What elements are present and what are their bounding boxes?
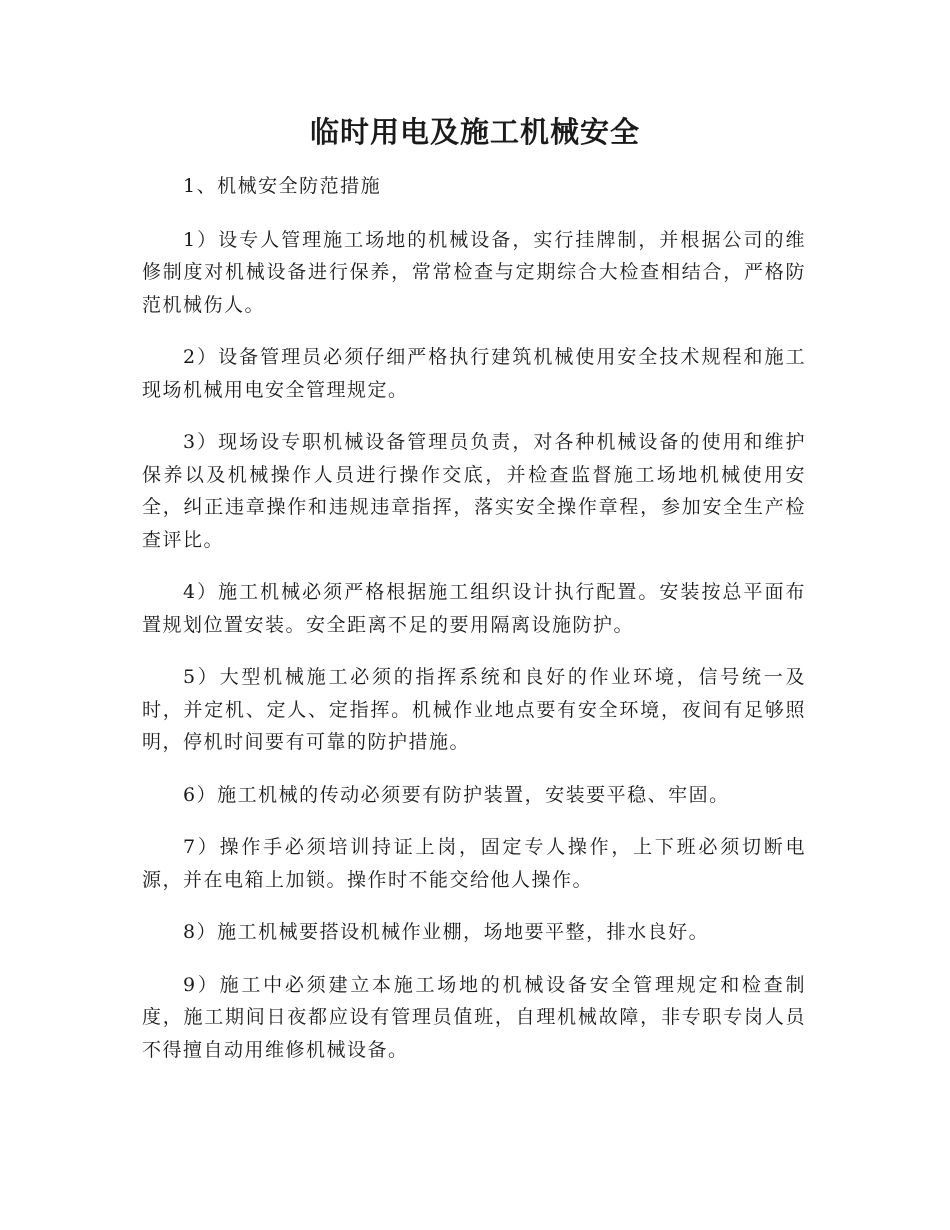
paragraph-5: 5）大型机械施工必须的指挥系统和良好的作业环境，信号统一及时，并定机、定人、定指挥。机械作业地点要有安全环境，夜间有足够照明，停机时间要有可靠的防护措施。 — [142, 666, 806, 753]
paragraph-2: 2）设备管理员必须仔细严格执行建筑机械使用安全技术规程和施工现场机械用电安全管理规定。 — [142, 346, 806, 401]
paragraph-4: 4）施工机械必须严格根据施工组织设计执行配置。安装按总平面布置规划位置安装。安全距离不足的要用隔离设施防护。 — [142, 581, 806, 636]
paragraph-7: 7）操作手必须培训持证上岗，固定专人操作，上下班必须切断电源，并在电箱上加锁。操作时不能交给他人操作。 — [142, 836, 806, 891]
paragraph-1: 1）设专人管理施工场地的机械设备，实行挂牌制，并根据公司的维修制度对机械设备进行保养，常常检查与定期综合大检查相结合，严格防范机械伤人。 — [142, 228, 806, 316]
section-heading: 1、机械安全防范措施 — [183, 175, 382, 197]
paragraph-6: 6）施工机械的传动必须要有防护装置，安装要平稳、牢固。 — [183, 783, 730, 806]
paragraph-8: 8）施工机械要搭设机械作业棚，场地要平整，排水良好。 — [183, 921, 710, 943]
document-body — [142, 170, 806, 1086]
paragraph-9: 9）施工中必须建立本施工场地的机械设备安全管理规定和检查制度，施工期间日夜都应设有管理员值班，自理机械故障，非专职专岗人员不得擅自动用维修机械设备。 — [142, 973, 806, 1061]
document-title: 临时用电及施工机械安全 — [309, 115, 640, 149]
paragraph-3: 3）现场设专职机械设备管理员负责，对各种机械设备的使用和维护保养以及机械操作人员进行操作交底，并检查监督施工场地机械使用安全，纠正违章操作和违规违章指挥，落实安全操作章程，参加安全生产检查评比。 — [142, 431, 806, 551]
